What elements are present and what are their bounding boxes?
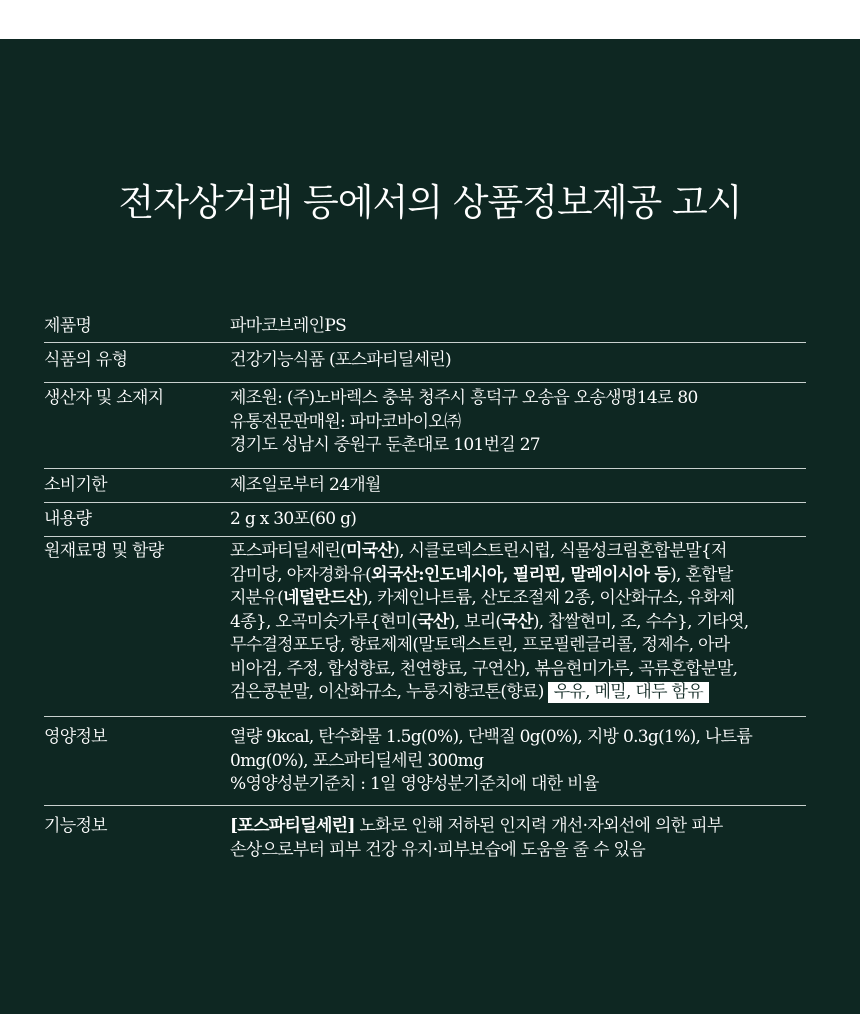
row-value [230,815,806,866]
table-row-ingredients [44,537,806,717]
top-white-strip [0,0,860,39]
row-label: 소비기한 [44,475,107,495]
text-segment: 감미당, 야자경화유( [230,564,372,585]
row-value [230,540,806,716]
text-segment: ), 카제인나트륨, 산도조절제 2종, 이산화규소, 유화제 [361,588,735,608]
row-value [230,726,806,805]
row-label: 식품의 유형 [44,350,128,370]
value-line: 유통전문판매원: 파마코바이오㈜ [230,411,461,432]
value-line [230,611,806,635]
row-value [230,349,806,382]
origin-bold: 국산 [417,611,449,632]
table-row-food-type [44,343,806,383]
row-label: 원재료명 및 함량 [44,541,164,561]
value-line: 무수결정포도당, 향료제제(말토덱스트린, 프로필렌글리콜, 정제수, 아라 [230,635,730,655]
function-title-bold: [포스파티딜세린] [230,816,355,836]
row-label: 내용량 [44,509,92,529]
origin-bold: 미국산 [346,541,394,561]
value-line [230,564,806,588]
product-info-panel [0,39,860,1014]
row-label: 생산자 및 소재지 [44,388,164,408]
origin-bold: 국산 [501,611,533,632]
value-line: 제조일로부터 24개월 [230,475,381,495]
value-line: 손상으로부터 피부 건강 유지·피부보습에 도움을 줄 수 있음 [230,839,645,860]
row-label: 영양정보 [44,727,107,747]
value-line: %영양성분기준치 : 1일 영양성분기준치에 대한 비율 [230,774,599,794]
value-line: 0mg(0%), 포스파티딜세린 300mg [230,750,484,771]
text-segment: 검은콩분말, 이산화규소, 누룽지향코톤(향료) [230,682,544,702]
text-segment: ), 혼합탈 [670,564,733,585]
text-segment: ), 시클로덱스트린시럽, 식물성크림혼합분말{저 [393,541,727,561]
text-segment: ), 찹쌀현미, 조, 수수}, 기타엿, [532,611,749,632]
text-segment: 4종}, 오곡미숫가루{현미( [230,611,418,632]
row-value [230,508,806,536]
row-value [230,474,806,502]
origin-bold: 외국산:인도네시아, 필리핀, 말레이시아 등 [371,564,671,585]
value-line: 파마코브레인PS [230,316,347,336]
text-segment: ), 보리( [448,611,502,632]
value-line [230,815,806,839]
table-row-contents [44,503,806,537]
value-line [230,587,806,611]
table-row-nutrition [44,717,806,806]
row-value [230,387,806,468]
value-line: 건강기능식품 (포스파티딜세린) [230,350,451,370]
table-row-expiry [44,469,806,503]
row-value [230,315,806,342]
value-line: 비아검, 주정, 합성향료, 천연향료, 구연산), 볶음현미가루, 곡류혼합분말, [230,658,738,679]
table-row-product-name [44,309,806,343]
value-line [230,681,806,705]
allergen-badge: 우유, 메밀, 대두 함유 [548,682,709,703]
value-line: 제조원: (주)노바렉스 충북 청주시 흥덕구 오송읍 오송생명14로 80 [230,388,698,408]
value-line: 경기도 성남시 중원구 둔촌대로 101번길 27 [230,435,540,455]
row-label: 기능정보 [44,816,107,836]
value-line: 2 g x 30포(60 g) [230,509,357,529]
text-segment: 지분유( [230,588,284,608]
product-info-table [44,309,806,866]
table-row-manufacturer [44,383,806,469]
origin-bold: 네덜란드산 [283,588,362,608]
value-line: 열량 9kcal, 탄수화물 1.5g(0%), 단백질 0g(0%), 지방 0.3g(1%), 나트륨 [230,727,753,747]
page-title: 전자상거래 등에서의 상품정보제공 고시 [118,181,742,224]
text-segment: 노화로 인해 저하된 인지력 개선·자외선에 의한 피부 [354,816,723,836]
value-line [230,540,806,564]
text-segment: 포스파티딜세린( [230,541,346,561]
table-row-function [44,806,806,866]
row-label: 제품명 [44,316,92,336]
